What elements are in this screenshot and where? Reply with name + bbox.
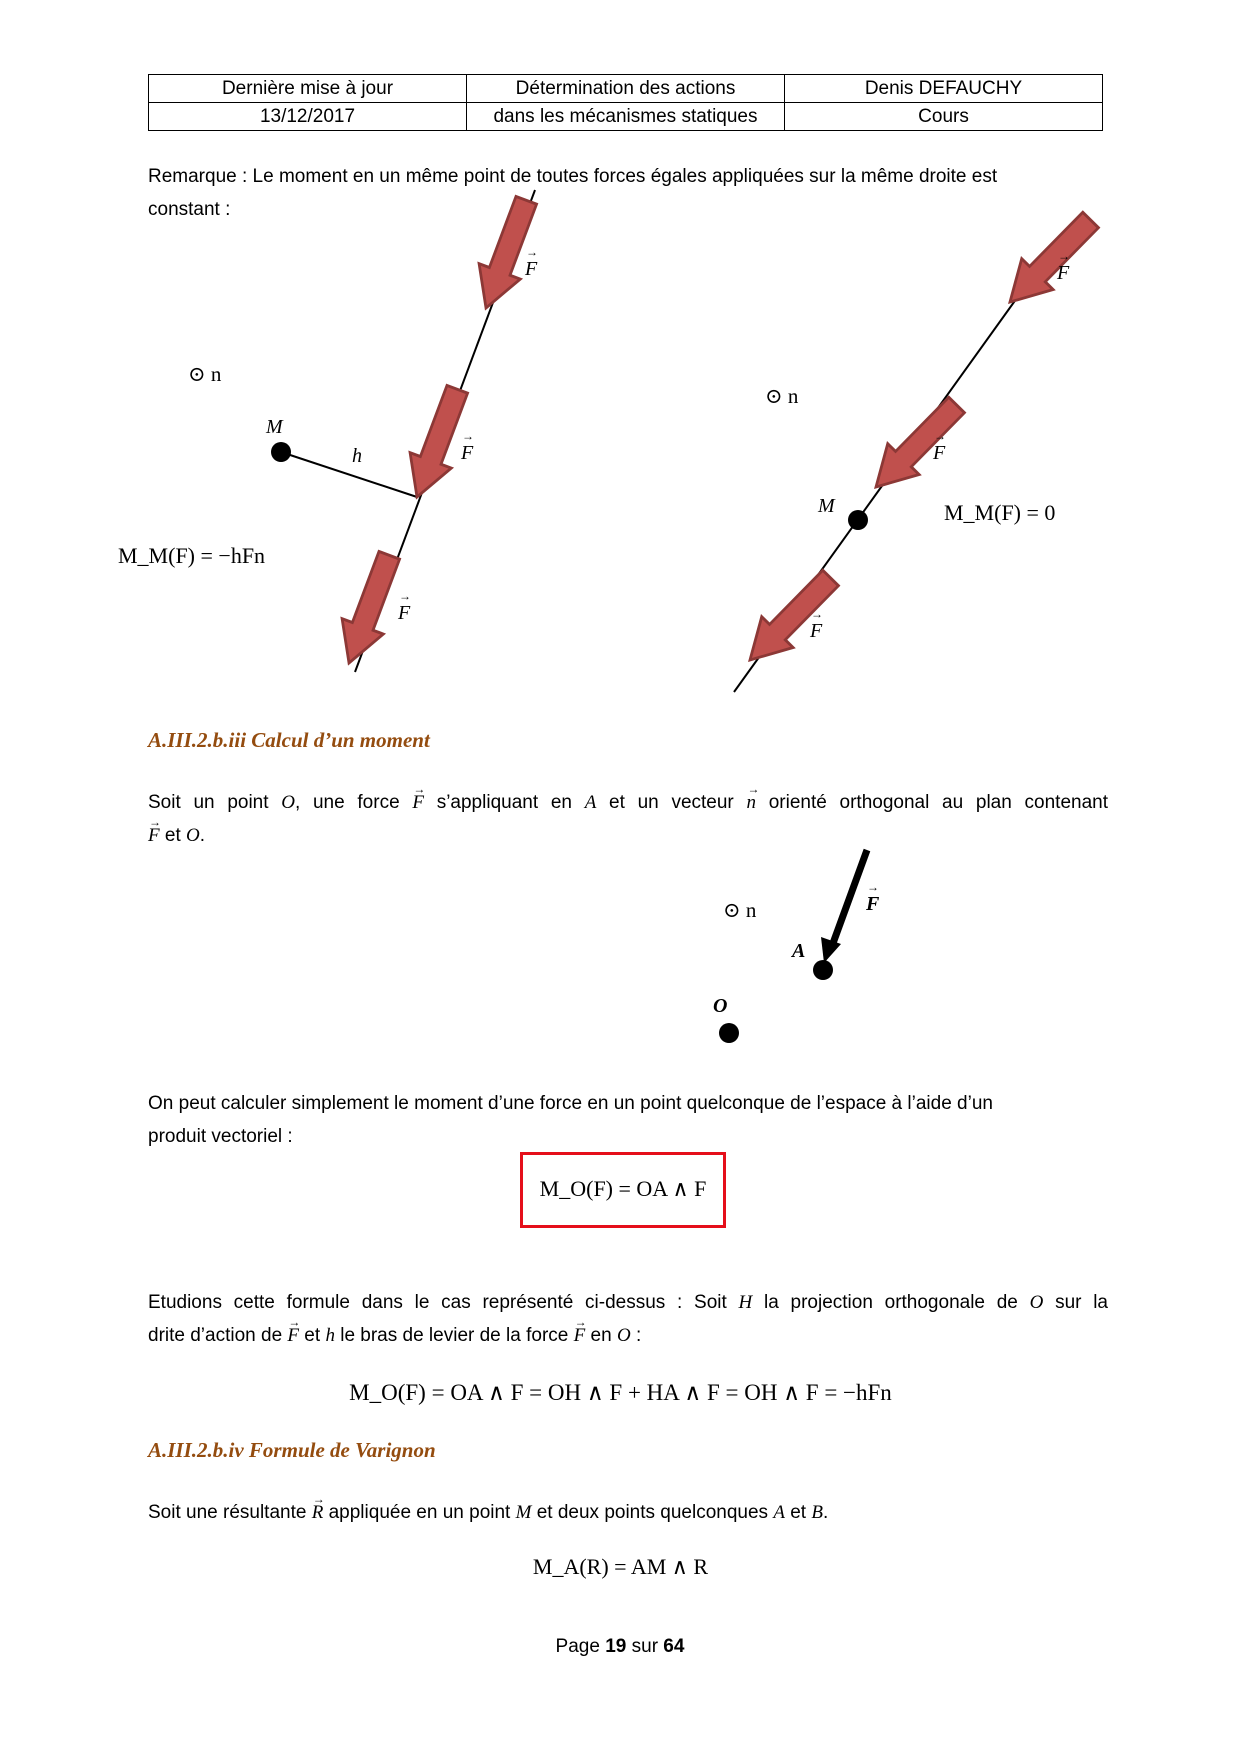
section-iii-title: A.III.2.b.iii Calcul d’un moment — [148, 728, 430, 752]
paragraph-3-line-2: drite d’action de → F et h le bras de levier de la force → F en O : — [148, 1319, 1108, 1352]
boxed-formula: M_O(F) = OA ∧ F — [539, 1176, 707, 1201]
force-label-2b: → F — [933, 442, 945, 465]
last-update-label: Dernière mise à jour — [149, 75, 467, 103]
point-m-1 — [271, 442, 291, 462]
paragraph-1-line-1: Soit un point O, une force → F s’appliquant en A et un vecteur → n orienté orthogonal au plan contenant — [148, 786, 1108, 819]
force-arrow-2c — [734, 563, 846, 676]
varignon-formula: M_A(R) = AM ∧ R — [532, 1554, 709, 1579]
remark-line2: constant : — [148, 199, 231, 220]
paragraph-2-line-2: produit vectoriel : — [148, 1126, 293, 1147]
force-shaft-3 — [832, 850, 867, 946]
force-label-1c: → F — [398, 602, 410, 625]
force-label-1b: → F — [461, 442, 473, 465]
remark-line1: Remarque : Le moment en un même point de toutes forces égales appliquées sur la même droite est — [148, 166, 998, 187]
force-arrows-fig2 — [734, 205, 1106, 676]
moment-figures — [0, 0, 1240, 720]
section-iv-paragraph: Soit une résultante → R appliquée en un point M et deux points quelconques A et B. — [148, 1496, 1108, 1529]
normal-vector-label-3: ⊙ n — [723, 898, 757, 922]
page-mid: sur — [626, 1636, 664, 1657]
section-iii-paragraph-1 — [148, 786, 1108, 852]
section-iii-paragraph-2 — [148, 1087, 1108, 1153]
point-o — [719, 1023, 739, 1043]
lever-arm-line — [281, 452, 417, 497]
page-footer — [0, 1636, 1240, 1658]
point-m-2 — [848, 510, 868, 530]
page-prefix: Page — [555, 1636, 606, 1657]
force-arrows-fig1 — [328, 193, 546, 671]
point-m-label-1: M — [266, 416, 283, 438]
page-total: 64 — [663, 1636, 685, 1657]
paragraph-2-line-1: On peut calculer simplement le moment d’une force en un point quelconque de l’espace à l’aide d’un — [148, 1093, 993, 1114]
author: Denis DEFAUCHY — [785, 75, 1103, 103]
moment-result-1: M_M(F) = −hFn — [118, 543, 266, 568]
point-a-label: A — [792, 940, 806, 962]
expansion-formula: M_O(F) = OA ∧ F = OH ∧ F + HA ∧ F = OH ∧ F = −hFn — [349, 1380, 892, 1405]
force-arrow-2b — [860, 390, 972, 503]
force-label-3: → F — [866, 893, 879, 916]
moment-result-2: M_M(F) = 0 — [944, 500, 1056, 525]
doc-title-line1: Détermination des actions — [467, 75, 785, 103]
point-a — [813, 960, 833, 980]
update-date: 13/12/2017 — [149, 103, 467, 131]
section-iii-paragraph-3 — [148, 1286, 1108, 1352]
force-arrowhead-3 — [821, 937, 841, 963]
distance-h-label: h — [352, 445, 362, 467]
section-iv-title: A.III.2.b.iv Formule de Varignon — [148, 1438, 436, 1462]
paragraph-1-line-2: → F et O. — [148, 819, 1108, 852]
point-m-label-2: M — [818, 495, 835, 517]
normal-vector-label-1 — [188, 362, 221, 387]
force-arrow-2a — [994, 205, 1106, 318]
force-label-1a: → F — [525, 258, 537, 281]
normal-symbol-1: ⊙ n — [188, 362, 222, 386]
doc-type: Cours — [785, 103, 1103, 131]
normal-vector-label-2: ⊙ n — [765, 384, 799, 408]
point-o-label: O — [713, 995, 728, 1017]
paragraph-3-line-1: Etudions cette formule dans le cas représenté ci-dessus : Soit H la projection orthogonale de O sur la — [148, 1292, 1108, 1313]
page-number: 19 — [605, 1636, 627, 1657]
doc-title-line2: dans les mécanismes statiques — [467, 103, 785, 131]
force-label-2c: → F — [810, 620, 822, 643]
force-label-2a: → F — [1057, 262, 1069, 285]
